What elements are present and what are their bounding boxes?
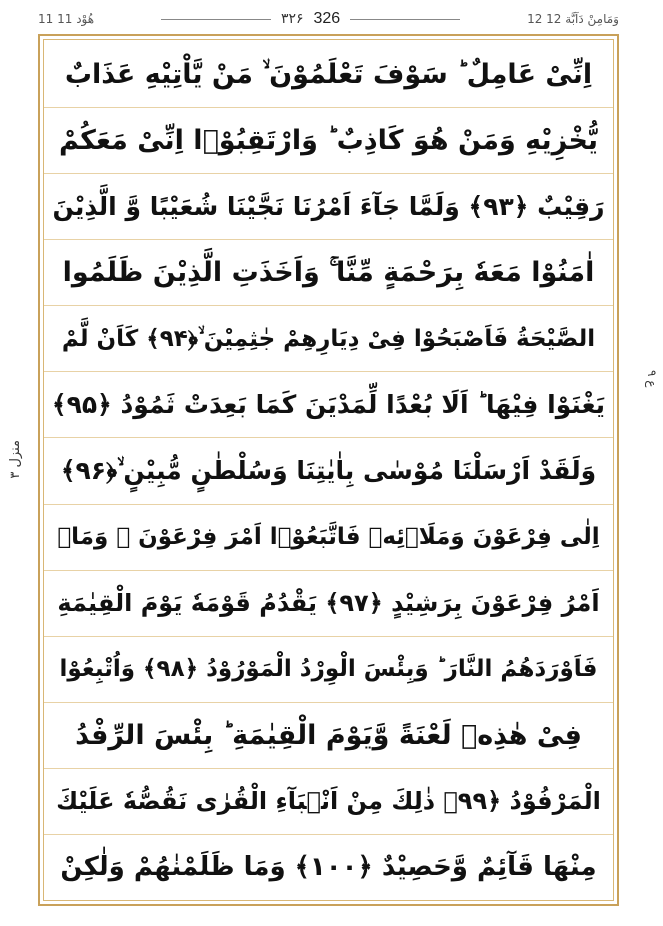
text-line: [44, 174, 613, 240]
text-line: [44, 372, 613, 438]
line-text: فِیْ هٰذِهٖ لَعْنَةً وَّیَوْمَ الْقِیٰمَةِ ؕ بِئْسَ الرِّفْدُ: [75, 719, 582, 751]
text-line: [44, 571, 613, 637]
page-number-group: [161, 10, 460, 28]
line-text: اَمْرُ فِرْعَوْنَ بِرَشِیْدٍ ﴿۹۷﴾ یَقْدُمُ قَوْمَهٗ یَوْمَ الْقِیٰمَةِ: [57, 589, 600, 618]
text-line: [44, 835, 613, 900]
line-text: مِنْهَا قَآئِمٌ وَّحَصِیْدٌ ﴿۱۰۰﴾ وَمَا ظَلَمْنٰهُمْ وَلٰكِنْ: [60, 852, 597, 883]
surah-label: 11 ھُوْد 11: [38, 12, 95, 26]
line-text: اٰمَنُوْا مَعَهٗ بِرَحْمَةٍ مِّنَّا ۚ وَاَخَذَتِ الَّذِیْنَ ظَلَمُوا: [62, 256, 595, 288]
line-text: یَغْنَوْا فِیْهَا ؕ اَلَا بُعْدًا لِّمَدْیَنَ كَمَا بَعِدَتْ ثَمُوْدُ ﴿۹۵﴾: [51, 390, 606, 420]
text-line: [44, 703, 613, 769]
line-text: رَقِیْبٌ ﴿۹۳﴾ وَلَمَّا جَآءَ اَمْرُنَا نَجَّیْنَا شُعَیْبًا وَّ الَّذِیْنَ: [52, 192, 605, 222]
text-line: [44, 505, 613, 571]
text-line: [44, 42, 613, 108]
page-number: 326: [313, 10, 341, 27]
line-text: اِلٰى فِرْعَوْنَ وَمَلَا۠ئِهٖ فَاتَّبَعُوْۤا اَمْرَ فِرْعَوْنَ ۚ وَمَاۤ: [57, 524, 600, 551]
ruku-marker: ع ۹: [645, 370, 659, 388]
line-text: الصَّیْحَةُ فَاَصْبَحُوْا فِیْ دِیَارِهِمْ جٰثِمِیْنَ ۙ﴿۹۴﴾ كَاَنْ لَّمْ: [61, 325, 596, 352]
manzil-marker: منزل ۳: [8, 440, 23, 479]
line-text: فَاَوْرَدَهُمُ النَّارَ ؕ وَبِئْسَ الْوِرْدُ الْمَوْرُوْدُ ﴿۹۸﴾ وَاُتْبِعُوْا: [59, 656, 598, 683]
text-line: [44, 438, 613, 504]
text-line: [44, 637, 613, 703]
text-line: [44, 769, 613, 835]
para-label: 12 وَمَامِنْ دَآبَّة 12: [527, 12, 619, 26]
page-header: [38, 6, 619, 32]
header-divider: [350, 19, 460, 20]
line-text: یُّخْزِیْهِ وَمَنْ هُوَ كَاذِبٌ ؕ وَارْتَقِبُوْۤا اِنِّیْ مَعَكُمْ: [58, 125, 599, 157]
page-number-arabic: ۳۲۶: [280, 11, 304, 27]
text-line: [44, 240, 613, 306]
text-lines: [44, 42, 613, 900]
text-line: [44, 108, 613, 174]
header-divider: [161, 19, 271, 20]
line-text: الْمَرْفُوْدُ ﴿۹۹﴾ ذٰلِكَ مِنْ اَنْۢبَآءِ الْقُرٰى نَقُصُّهٗ عَلَیْكَ: [56, 787, 601, 816]
line-text: وَلَقَدْ اَرْسَلْنَا مُوْسٰى بِاٰیٰتِنَا وَسُلْطٰنٍ مُّبِیْنٍ ۙ﴿۹۶﴾: [60, 456, 597, 485]
line-text: اِنِّیْ عَامِلٌ ؕ سَوْفَ تَعْلَمُوْنَ ۙ مَنْ یَّاْتِیْهِ عَذَابٌ: [64, 58, 593, 90]
text-line: [44, 306, 613, 372]
